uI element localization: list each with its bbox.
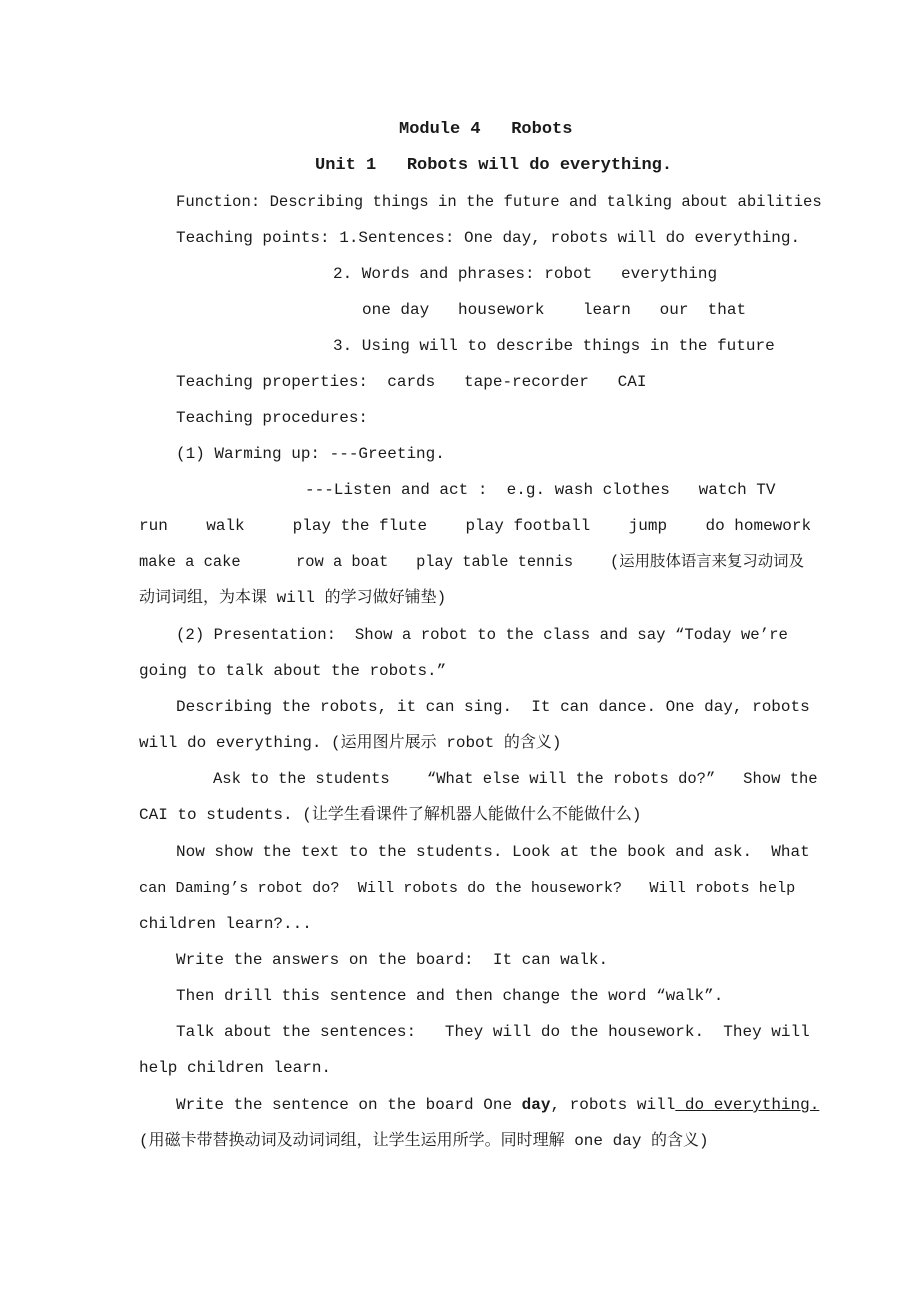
write-sentence-day: day — [521, 1096, 551, 1114]
talk-1: Talk about the sentences: They will do the housework. They will — [176, 1023, 810, 1041]
module-title: Module 4 Robots — [399, 120, 573, 139]
warming-up-4: make a cake row a boat play table tennis (运用肢体语言来复习动词及 — [139, 553, 804, 571]
teaching-points-2-words: one day housework learn our that — [362, 301, 747, 319]
teaching-points-1: Teaching points: 1.Sentences: One day, robots will do everything. — [176, 229, 801, 247]
warming-up-2: ---Listen and act : e.g. wash clothes watch TV — [305, 481, 776, 499]
ask-1: Ask to the students “What else will the robots do?” Show the — [213, 770, 818, 788]
presentation-2: going to talk about the robots.” — [139, 662, 447, 680]
talk-2: help children learn. — [139, 1059, 332, 1077]
presentation-1: (2) Presentation: Show a robot to the class and say “Today we’re — [176, 626, 788, 644]
warming-up-3: run walk play the flute play football jump do homework — [139, 517, 812, 535]
ask-2: CAI to students. (让学生看课件了解机器人能做什么不能做什么) — [139, 806, 642, 824]
write-sentence-underlined: do everything. — [675, 1096, 820, 1114]
teaching-properties: Teaching properties: cards tape-recorder CAI — [176, 373, 647, 391]
now-3: children learn?... — [139, 915, 312, 933]
write-sentence-a: Write the sentence on the board One — [176, 1096, 522, 1114]
write-sentence — [176, 1094, 819, 1116]
warming-up-5: 动词词组，为本课 will 的学习做好铺垫) — [139, 589, 447, 607]
write-answers: Write the answers on the board: It can walk. — [176, 951, 609, 969]
describing-2: will do everything. (运用图片展示 robot 的含义) — [139, 734, 562, 752]
unit-title: Unit 1 Robots will do everything. — [315, 156, 673, 175]
teaching-points-3: 3. Using will to describe things in the future — [333, 337, 775, 355]
last-note: (用磁卡带替换动词及动词词组，让学生运用所学。同时理解 one day 的含义) — [139, 1132, 709, 1150]
drill-sentence: Then drill this sentence and then change the word “walk”. — [176, 987, 724, 1005]
function-line: Function: Describing things in the future and talking about abilities — [176, 193, 822, 211]
now-1: Now show the text to the students. Look at the book and ask. What — [176, 843, 810, 861]
write-sentence-c: , robots will — [550, 1096, 676, 1114]
teaching-procedures: Teaching procedures: — [176, 409, 369, 427]
describing-1: Describing the robots, it can sing. It can dance. One day, robots — [176, 698, 810, 716]
warming-up-1: (1) Warming up: ---Greeting. — [176, 445, 445, 463]
teaching-points-2: 2. Words and phrases: robot everything — [333, 265, 718, 283]
now-2: can Daming’s robot do? Will robots do the housework? Will robots help — [139, 879, 796, 897]
